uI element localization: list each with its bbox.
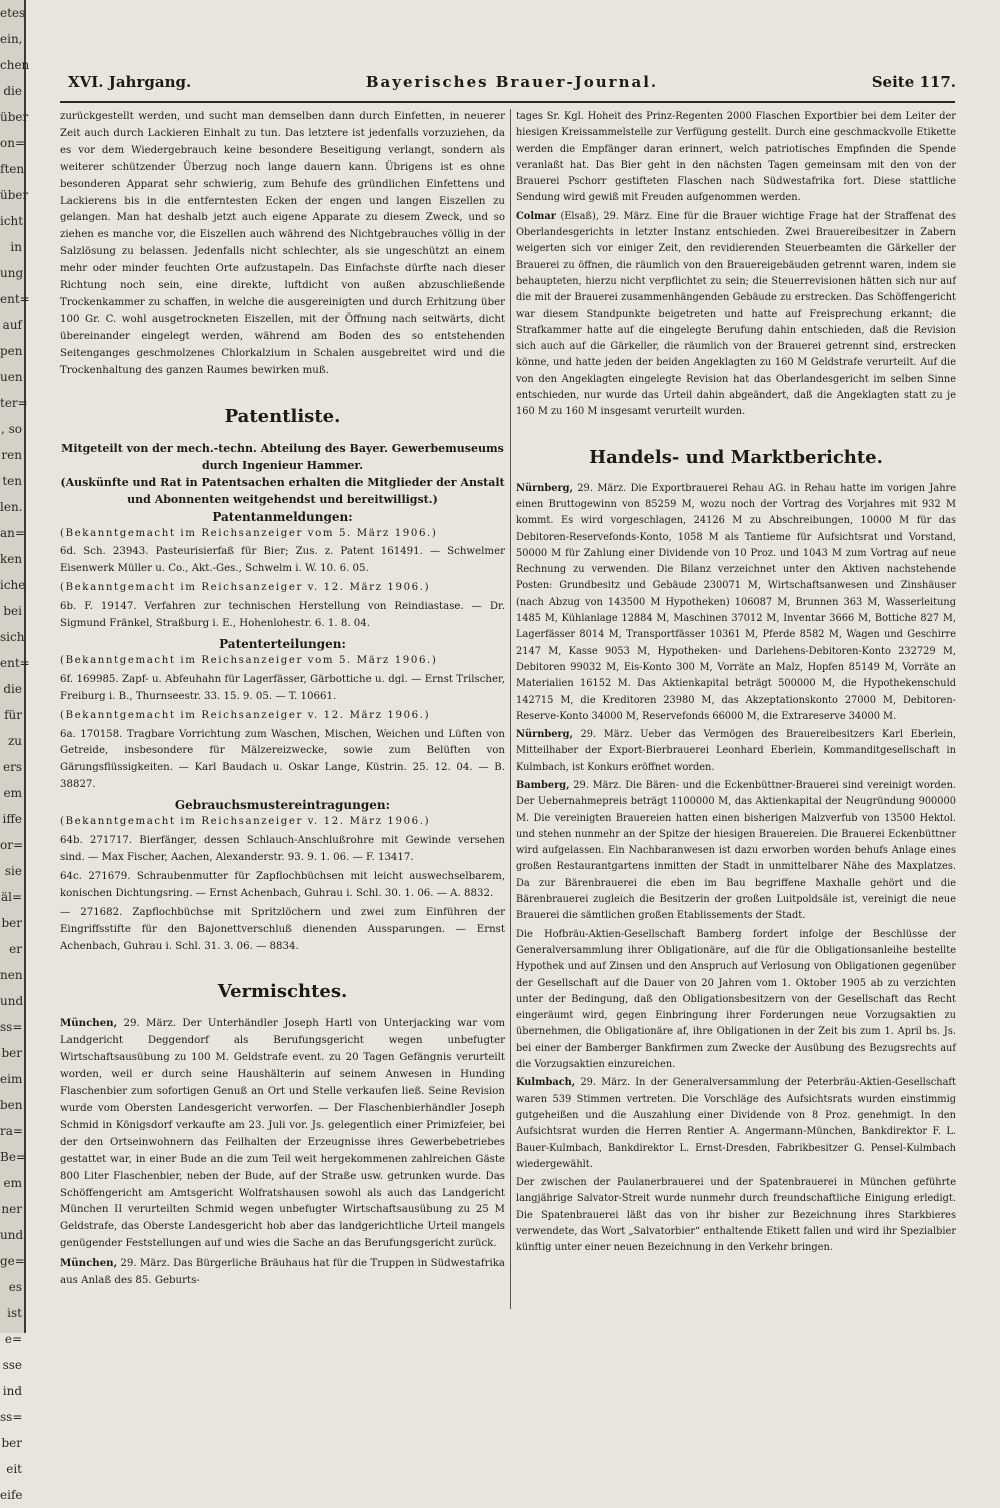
adjacent-page-margin [0, 0, 30, 1502]
margin-word: ften [0, 162, 25, 176]
news-text: 29. März. Das Bürgerliche Bräuhaus hat für die Truppen in Südwestafrika aus Anlaß des 85. Geburts- [60, 1258, 505, 1287]
news-place: Bamberg, [516, 779, 570, 791]
margin-word: icht [0, 214, 24, 228]
news-item [516, 727, 956, 776]
news-item [516, 1075, 956, 1173]
margin-word: or= [0, 838, 24, 852]
patent-entry: 64b. 271717. Bierfänger, dessen Schlauch-Anschlußrohre mit Gewinde versehen sind. — Max Fischer, Aachen, Alexanderstr. 93. 9. 1. 06. — F. 13417. [60, 835, 505, 863]
handel-heading: Handels- und Marktberichte. [589, 446, 883, 468]
news-place: München, [60, 1017, 118, 1030]
margin-word: on= [0, 136, 26, 150]
news-text: 29. März. Die Exportbrauerei Rehau AG. in Rehau hatte im vorigen Jahre einen Bruttogewinn von 85259 M, wozu noch der Vortrag des Vorjahres mit 932 M kommt. Es wird vorgeschlagen, 24126 M zu Abschreibungen, 10000 M für das Debitoren-Reservefonds-Konto, 1058 M als Tantieme für Aufsichtsrat und Vorstand, 50000 M für Zahlung einer Dividende von 10 Proz. und 1043 M zum Vortrag auf neue Rechnung zu verwenden. Die Bilanz verzeichnet unter den Aktiven nachstehende Posten: Grundbesitz und Gebäude 230071 M, Wirtschaftsanwesen und Zinshäuser (nach Abzug von 143500 M Hypotheken) 106087 M, Brunnen 363 M, Wasserleitung 1485 M, Kühlanlage 12884 M, Maschinen 37012 M, Inventar 3666 M, Bottiche 827 M, Lagerfässer 8014 M, Transportfässer 10361 M, Pferde 8582 M, Wagen und Geschirre 2147 M, Kasse 9053 M, Hypotheken- und Darlehens-Debitoren-Konto 232729 M, Debitoren 99032 M, Eis-Konto 300 M, Vorräte an Malz, Hopfen 85149 M, Vorräte an Materialien 16152 M. Das Aktienkapital beträgt 500000 M, die Hypothekenschuld 142715 M, die Kreditoren 23980 M, das Akzeptationskonto 27000 M, Debitoren-Reserve-Konto 34000 M, Reservefonds 66000 M, die Extrareserve 34000 M. [516, 482, 956, 722]
news-item: Die Hofbräu-Aktien-Gesellschaft Bamberg fordert infolge der Beschlüsse der Generalversammlung ihrer Obligationäre, auf die für die Obligationsanleihe bestellte Hypothek und auf Zinsen und den Anspruch auf Verlosung von Obligationen gegenüber der Gesellschaft auf die Dauer von 20 Jahren vom 1. Oktober 1905 ab zu verzichten unter der Bedingung, daß den Obligationsbesitzern von der Gesellschaft das Recht eingeräumt wird, gegen Einbringung ihrer Forderungen neue Vorzugsaktien zu übernehmen, die Obligationäre af, ihre Obligationen in der Zeit bis zum 1. April bs. Js. bei einer der Bamberger Bankfirmen zum Zwecke der Ausübung des Bezugsrechts auf die Vorzugsaktien einzureichen. [516, 928, 956, 1071]
margin-word: eife [0, 1488, 23, 1502]
margin-word: , so [0, 422, 22, 436]
right-column [516, 109, 956, 1259]
margin-word: em [3, 1176, 22, 1190]
news-place: Nürnberg, [516, 729, 573, 741]
margin-word: ist [7, 1306, 22, 1320]
margin-word: bei [3, 604, 22, 618]
margin-word: ten [2, 474, 22, 488]
margin-word: sich [0, 630, 25, 644]
margin-word: sse [2, 1358, 22, 1372]
left-column [60, 109, 505, 1292]
margin-word: über [0, 188, 29, 202]
margin-word: Be= [0, 1150, 26, 1164]
margin-word: ers [3, 760, 22, 774]
margin-word: in [10, 240, 22, 254]
margin-word: eim [0, 1072, 23, 1086]
patent-entry: 6b. F. 19147. Verfahren zur technischen Herstellung von Reindiastase. — Dr. Sigmund Fränkel, Straßburg i. E., Hohenlohestr. 6. 1. 8. 04. [60, 601, 505, 630]
news-item: Der zwischen der Paulanerbrauerei und der Spatenbrauerei in München geführte langjährige Salvator-Streit wurde nunmehr durch freundschaftliche Einigung erledigt. Die Spatenbrauerei läßt das von ihr bisher zur Bezeichnung ihres Starkbieres verwendete, das Wort „Salvatorbier“ enthaltende Etikett fallen und wird ihr Spezialbier künftig unter einer neuen Bezeichnung in den Verkehr bringen. [516, 1177, 956, 1254]
news-place: München, [60, 1257, 118, 1270]
patent-entry: 6f. 169985. Zapf- u. Abfeuhahn für Lagerfässer, Gärbottiche u. dgl. — Ernst Trilscher, Freiburg i. B., Thurnseestr. 33. 15. 9. 05. — T. 10661. [60, 673, 505, 702]
patent-entry: 6d. Sch. 23943. Pasteurisierfaß für Bier; Zus. z. Patent 161491. — Schwelmer Eisenwerk Müller u. Co., Akt.-Ges., Schwelm i. W. 10. 6. 05. [60, 546, 505, 575]
patent-heading: Patentliste. [224, 405, 341, 427]
patent-entry: 6a. 170158. Tragbare Vorrichtung zum Waschen, Mischen, Weichen und Lüften von Getreide, insbesondere für Mälzereizwecke, sowie zum Belüften von Gärungsflüssigkeiten. — Karl Baudach u. Oskar Lange, Küstrin. 25. 12. 04. — B. 38827. [60, 728, 505, 791]
news-text: 29. März. In der Generalversammlung der Peterbräu-Aktien-Gesellschaft waren 539 Stimmen vertreten. Die Vorschläge des Aufsichtsrats wurden einstimmig gutgeheißen und die Auszahlung einer Dividende von 8 Proz. genehmigt. In den Aufsichtsrat wurden die Herren Rentier A. Angermann-München, Bankdirektor F. L. Bauer-Kulmbach, Bankdirektor L. Ernst-Dresden, Fabrikbesitzer G. Pensel-Kulmbach wiedergewählt. [516, 1077, 956, 1170]
announcement-line: (Bekanntgemacht im Reichsanzeiger vom 5. März 1906.) [60, 527, 438, 539]
news-item [516, 778, 956, 925]
margin-word: und [0, 1228, 24, 1242]
margin-word: len. [0, 500, 23, 514]
margin-word: ss= [0, 1020, 23, 1034]
margin-word: die [3, 682, 22, 696]
margin-word: nen [0, 968, 23, 982]
margin-word: ung [0, 266, 24, 280]
margin-word: ein, [0, 32, 23, 46]
header-rule [60, 101, 955, 103]
margin-word: ter= [0, 396, 28, 410]
news-text: 29. März. Ueber das Vermögen des Brauereibesitzers Karl Eberlein, Mitteilhaber der Export-Bierbrauerei Leonhard Eberlein, Kommanditgesellschaft in Kulmbach, ist Konkurs eröffnet worden. [516, 729, 956, 773]
margin-word: chen [0, 58, 30, 72]
gebrauchsmuster-heading: Gebrauchsmustereintragungen: [174, 798, 391, 813]
patent-subtitle: Mitgeteilt von der mech.-techn. Abteilung des Bayer. Gewerbemuseums durch Ingenieur Hammer. [61, 441, 504, 472]
anmeldungen-heading: Patentanmeldungen: [212, 509, 353, 524]
patent-entry: — 271682. Zapflochbüchse mit Spritzlöchern und zwei zum Einführen der Eingriffsstifte für den Bajonettverschluß dienenden Aussparungen. — Ernst Achenbach, Guhrau i. Schl. 31. 3. 06. — 8834. [60, 906, 505, 952]
page-number: Seite 117. [871, 73, 956, 91]
margin-word: für [4, 708, 22, 722]
margin-word: ber [1, 916, 22, 930]
news-item [516, 209, 956, 421]
journal-title: Bayerisches Brauer-Journal. [365, 73, 659, 91]
margin-word: und [0, 994, 24, 1008]
news-text: 29. März. Der Unterhändler Joseph Hartl von Unterjacking war vom Landgericht Deggendorf als Berufungsgericht wegen unbefugter Wirtschaftsausübung zu 100 M. Geldstrafe event. zu 20 Tagen Gefängnis verurteilt worden, weil er durch seine Haushälterin auf seinem Anwesen in Hunding Flaschenbier zum sofortigen Genuß an Ort und Stelle verkaufen ließ. Seine Revision wurde vom Obersten Landesgericht verworfen. — Der Flaschenbierhändler Joseph Schmid in Königsdorf verkaufte am 23. Juli vor. Js. gelegentlich einer Primizfeier, bei der den Ortseinwohnern das Feilhalten der Erzeugnisse ihres Gewerbebetriebes gestattet war, in einer Bude an die zum Teil weit hergekommenen zahlreichen Gäste 800 Liter Flaschenbier, neben der Bude, auf der Straße usw. getrunken wurde. Das Schöffengericht am Amtsgericht Wolfratshausen sowohl als auch das Landgericht München II verurteilten Schmid wegen unbefugter Wirtschaftsausübung zu 25 M Geldstrafe, das Oberste Landesgericht hob aber das landgerichtliche Urteil mangels genügender Feststellungen auf und wies die Sache an das Berufungsgericht zurück. [60, 1018, 505, 1250]
margin-word: die [3, 84, 22, 98]
news-item [60, 1255, 505, 1290]
patent-entry: 64c. 271679. Schraubenmutter für Zapflochbüchsen mit leicht auswechselbarem, konischen Dichtungsring. — Ernst Achenbach, Guhrau i. Schl. 30. 1. 06. — A. 8832. [60, 870, 505, 899]
margin-word: ber [1, 1046, 22, 1060]
vermischtes-heading: Vermischtes. [217, 981, 348, 1003]
announcement-line: (Bekanntgemacht im Reichsanzeiger v. 12. März 1906.) [60, 709, 431, 721]
news-text: (Elsaß), 29. März. Eine für die Brauer wichtige Frage hat der Straffenat des Oberlandesgerichts in letzter Instanz entschieden. Zwei Brauereibesitzer in Zabern weigerten sich vor einiger Zeit, den revidierenden Steuerbeamten die Gärkeller der Brauerei zu öffnen, die räumlich von den Brauereigebäuden getrennt waren, indem sie behaupteten, hierzu nicht verpflichtet zu sein; die Steuerrevisionen hätten sich nur auf die mit der Brauerei zusammenhängenden Gebäude zu erstrecken. Das Schöffengericht war diesem Standpunkte beigetreten und hatte auf Freisprechung erkannt; die Strafkammer hatte auf die eingelegte Berufung dahin entschieden, daß die Revision sich auch auf die Gärkeller, die räumlich von der Brauerei getrennt sind, erstrecken könne, und hatte jeden der beiden Angeklagten zu 160 M Geldstrafe verurteilt. Auf die von den Angeklagten eingelegte Revision hat das Oberlandesgericht im selben Sinne entschieden, nur wurde das Urteil dahin abgeändert, daß die Angeklagten statt zu je 160 M zu 160 M insgesamt verurteilt wurden. [516, 210, 956, 418]
margin-word: er [9, 942, 22, 956]
news-item [516, 481, 956, 725]
margin-word: über [0, 110, 29, 124]
margin-word: äl= [0, 890, 22, 904]
margin-word: etes [0, 6, 26, 20]
margin-word: ent= [0, 656, 30, 670]
margin-word: ent= [0, 292, 30, 306]
announcement-line: (Bekanntgemacht im Reichsanzeiger v. 12. März 1906.) [60, 582, 431, 594]
margin-word: auf [2, 318, 22, 332]
margin-word: uen [0, 370, 23, 384]
margin-word: zu [7, 734, 22, 748]
margin-word: e= [4, 1332, 22, 1346]
intro-paragraph: zurückgestellt werden, und sucht man demselben dann durch Einfetten, in neuerer Zeit auch durch Lackieren Einhalt zu tun. Das letztere ist jedenfalls vorzuziehen, da es vor dem Wiedergebrauch keine besondere Beseitigung verlangt, sondern als weiterer schützender Überzug noch lange dauern kann. Übrigens ist es ohne besonderen Apparat sehr schwierig, zum Behufe des gründlichen Einfettens und Lackierens bis in die entferntesten Ecken der engen und langen Eiszellen zu gelangen. Man hat deshalb jetzt auch eigene Apparate zu diesem Zweck, und so ziehen es manche vor, die Eiszellen auch während des Nichtgebrauches völlig in der Salzlösung zu belassen. Jedenfalls nicht schlechter, als sie ungeschützt an einem mehr oder minder feuchten Orte aufzustapeln. Das Einfachste dürfte nach dieser Richtung noch sein, eine direkte, luftdicht von außen abzuschließende Trockenkammer zu schaffen, in welche die ausgereinigten und durch Erhitzung über 100 Gr. C. wohl ausgetrockneten Eiszellen, mit der Öffnung nach seitwärts, dicht übereinander eingelegt werden, während am Boden des so entstehenden Seitenganges geschmolzenes Chlorkalzium in Schalen ausgebreitet wird und die Trockenhaltung des ganzen Raumes bewirken muß. [60, 111, 505, 376]
margin-word: ren [1, 448, 22, 462]
margin-word: ge= [0, 1254, 25, 1268]
margin-word: iche [0, 578, 26, 592]
margin-word: eit [6, 1462, 22, 1476]
page-header [68, 73, 956, 99]
volume-label: XVI. Jahrgang. [68, 73, 192, 91]
announcement-line: (Bekanntgemacht im Reichsanzeiger vom 5. März 1906.) [60, 654, 438, 666]
margin-word: es [8, 1280, 22, 1294]
news-place: Nürnberg, [516, 482, 573, 494]
margin-word: ra= [0, 1124, 23, 1138]
margin-word: ss= [0, 1410, 23, 1424]
margin-word: an= [0, 526, 25, 540]
erteilungen-heading: Patenterteilungen: [219, 636, 346, 651]
news-place: Kulmbach, [516, 1077, 576, 1089]
margin-word: iffe [2, 812, 22, 826]
margin-word: em [3, 786, 22, 800]
continued-paragraph: tages Sr. Kgl. Hoheit des Prinz-Regenten 2000 Flaschen Exportbier bei dem Leiter der hiesigen Kreissammelstelle zur Verfügung gestellt. Durch eine geschmackvolle Etikette werden die Empfänger daran erinnert, welch patriotisches Empfinden die Spende veranlaßt hat. Das Bier geht in den nächsten Tagen gemeinsam mit den von der Brauerei Pschorr gestifteten Flaschen nach Südwestafrika fort. Diese stattliche Sendung wird gewiß mit Freuden aufgenommen werden. [516, 111, 956, 204]
news-place: Colmar [516, 210, 556, 222]
margin-word: ber [1, 1436, 22, 1450]
margin-word: sie [4, 864, 22, 878]
margin-word: ner [1, 1202, 22, 1216]
newspaper-page [40, 65, 955, 1325]
column-divider [510, 109, 511, 1309]
margin-word: ben [0, 1098, 23, 1112]
news-text: 29. März. Die Bären- und die Eckenbüttner-Brauerei sind vereinigt worden. Der Uebernahmepreis beträgt 1100000 M, das Aktienkapital der Neugründung 900000 M. Die vereinigten Brauereien hatten einen bisherigen Malzverfub von 13500 Hektol. und stehen nunmehr an der Spitze der hiesigen Brauereien. Die Brauerei Eckenbüttner wird aufgelassen. Ein Nachbaranwesen ist dazu erworben worden behufs Anlage eines großen Restaurantgartens inmitten der Stadt in unmittelbarer Nähe des Maxplatzes. Da zur Bärenbrauerei die eben im Bau begriffene Maxhalle gehört und die Bärenbrauerei zugleich die Besitzerin der großen Luitpoldsäle ist, vereinigt die neue Brauerei die sämtlichen großen Etablissements der Stadt. [516, 779, 956, 922]
margin-word: ind [2, 1384, 22, 1398]
news-item [60, 1015, 505, 1253]
margin-word: ken [0, 552, 23, 566]
patent-note: (Auskünfte und Rat in Patentsachen erhalten die Mitglieder der Anstalt und Abonnenten weitgehendst und bereitwilligst.) [60, 475, 505, 506]
margin-word: pen [0, 344, 23, 358]
announcement-line: (Bekanntgemacht im Reichsanzeiger v. 12. März 1906.) [60, 816, 431, 828]
